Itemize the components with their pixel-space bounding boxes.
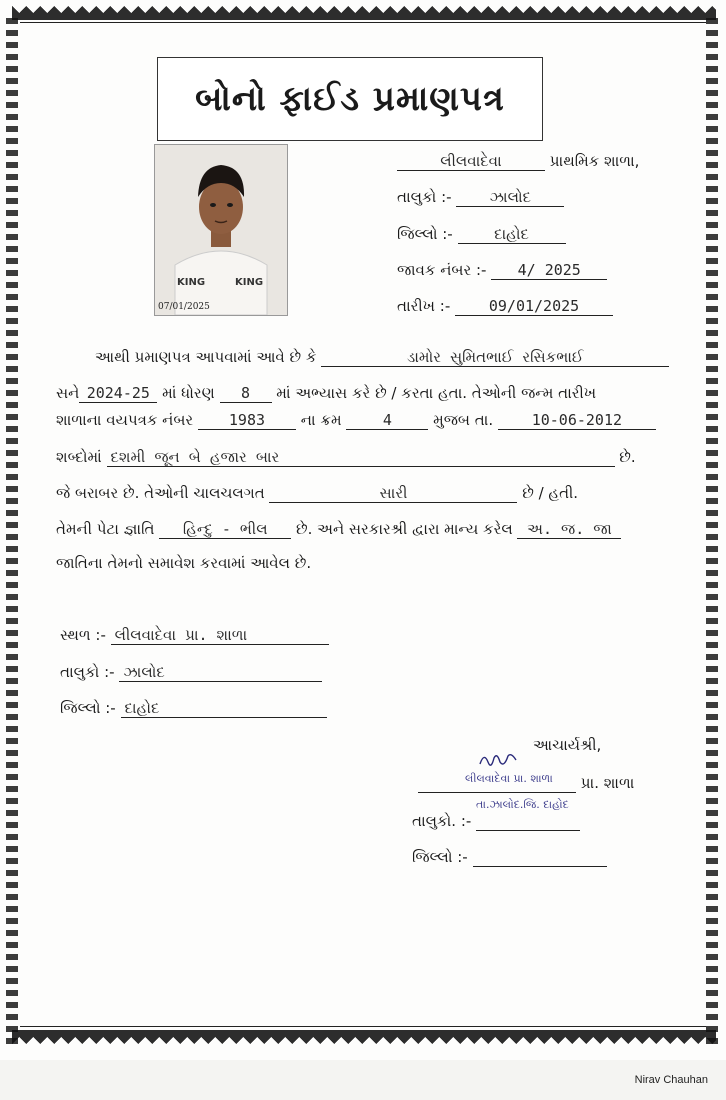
- student-photo: [154, 144, 288, 316]
- dob-value: 10-06-2012: [498, 411, 656, 430]
- school-district-label: જિલ્લો :-: [397, 225, 453, 243]
- body-line-2: [56, 384, 596, 403]
- category-label: છે. અને સરકારશ્રી દ્વારા માન્ય કરેલ: [295, 520, 513, 538]
- body-line-6: [56, 520, 621, 539]
- certificate-title: બોનો ફાઈડ પ્રમાણપત્ર: [195, 79, 505, 119]
- school-district-value: દાહોદ: [458, 225, 566, 244]
- issue-date-row: [397, 297, 613, 316]
- outward-number-label: જાવક નંબર :-: [397, 261, 487, 279]
- principal-taluka-label: તાલુકો. :-: [412, 812, 472, 830]
- outward-number-value: 4/ 2025: [491, 261, 607, 280]
- principal-school-line: [418, 774, 576, 793]
- issue-date-value: 09/01/2025: [455, 297, 613, 316]
- body-line-3: [56, 411, 656, 430]
- dob-label: મુજબ તા.: [433, 411, 494, 429]
- gr-number-label: શાળાના વયપત્રક નંબર: [56, 411, 194, 429]
- standard-label: માં ધોરણ: [162, 384, 215, 402]
- gr-number-value: 1983: [198, 411, 296, 430]
- inner-border-line-top: [20, 22, 706, 23]
- school-name-row: [397, 152, 639, 171]
- principal-school-suffix: પ્રા. શાળા: [580, 774, 635, 792]
- place-taluka-row: [60, 663, 322, 682]
- school-taluka-value: ઝાલોદ: [456, 188, 564, 207]
- academic-year-value: 2024-25: [79, 384, 157, 403]
- conduct-value: સારી: [269, 484, 517, 503]
- shirt-text-right: KING: [235, 277, 264, 288]
- body-line-5: [56, 484, 578, 503]
- serial-value: 4: [346, 411, 428, 430]
- dob-words-value: દશમી જૂન બે હજાર બાર: [107, 448, 615, 467]
- decorative-border-top: [12, 6, 716, 20]
- school-suffix-label: પ્રાથમિક શાળા,: [549, 152, 640, 170]
- school-taluka-label: તાલુકો :-: [397, 188, 452, 206]
- school-taluka-row: [397, 188, 564, 207]
- principal-taluka-line: [476, 812, 580, 831]
- decorative-border-bottom: [12, 1030, 716, 1044]
- conduct-suffix: છે / હતી.: [522, 484, 579, 502]
- place-district-label: જિલ્લો :-: [60, 699, 116, 717]
- study-text: માં અભ્યાસ કરે છે / કરતા હતા. તેઓની જન્મ તારીખ: [276, 384, 597, 402]
- dob-words-suffix: છે.: [619, 448, 636, 466]
- photo-date-stamp: 07/01/2025: [158, 302, 210, 312]
- standard-value: 8: [220, 384, 272, 403]
- sub-caste-value: હિન્દુ - ભીલ: [159, 520, 291, 539]
- issue-date-label: તારીખ :-: [397, 297, 451, 315]
- principal-district-row: [412, 848, 607, 867]
- principal-district-line: [473, 848, 607, 867]
- principal-district-label: જિલ્લો :-: [412, 848, 468, 866]
- body-intro-text: આથી પ્રમાણપત્ર આપવામાં આવે છે કે: [95, 348, 317, 366]
- decorative-border-left: [6, 14, 18, 1044]
- place-label: સ્થળ :-: [60, 626, 106, 644]
- place-district-row: [60, 699, 327, 718]
- school-name-value: લીલવાદેવા: [397, 152, 545, 171]
- principal-title-row: [533, 736, 601, 754]
- decorative-border-right: [706, 14, 718, 1044]
- serial-label: ના ક્રમ: [300, 411, 342, 429]
- year-label: સને: [56, 384, 80, 402]
- place-taluka-label: તાલુકો :-: [60, 663, 115, 681]
- inclusion-text: જાતિના તેમનો સમાવેશ કરવામાં આવેલ છે.: [56, 554, 312, 572]
- place-taluka-value: ઝાલોદ: [119, 663, 322, 682]
- place-value: લીલવાદેવા પ્રા. શાળા: [111, 626, 329, 645]
- principal-title: આચાર્યશ્રી,: [533, 736, 602, 754]
- place-row: [60, 626, 329, 645]
- place-district-value: દાહોદ: [121, 699, 327, 718]
- school-stamp-line-2: તા.ઝાલોદ.જિ. દાહોદ: [476, 798, 569, 811]
- body-line-1: [95, 348, 669, 367]
- dob-words-label: શબ્દોમાં: [56, 448, 102, 466]
- category-value: અ. જ. જા: [517, 520, 621, 539]
- principal-signature-icon: [478, 750, 518, 772]
- school-district-row: [397, 225, 566, 244]
- certificate-title-box: [157, 57, 543, 141]
- outward-number-row: [397, 261, 607, 280]
- footer-credit: Nirav Chauhan: [634, 1074, 708, 1086]
- student-name-value: ડામોર સુમિતભાઈ રસિકભાઈ: [321, 348, 669, 367]
- conduct-label: જે બરાબર છે. તેઓની ચાલચલગત: [56, 484, 265, 502]
- body-line-4: [56, 448, 636, 467]
- principal-taluka-row: [412, 812, 580, 831]
- principal-school-row: [418, 774, 634, 793]
- sub-caste-label: તેમની પેટા જ્ઞાતિ: [56, 520, 155, 538]
- school-stamp-line-1: લીલવાદેવા પ્રા. શાળા: [465, 772, 553, 785]
- student-photo-icon: [155, 145, 287, 315]
- inner-border-line-bottom: [20, 1026, 706, 1027]
- body-line-7: [56, 554, 311, 572]
- shirt-text-left: KING: [177, 277, 206, 288]
